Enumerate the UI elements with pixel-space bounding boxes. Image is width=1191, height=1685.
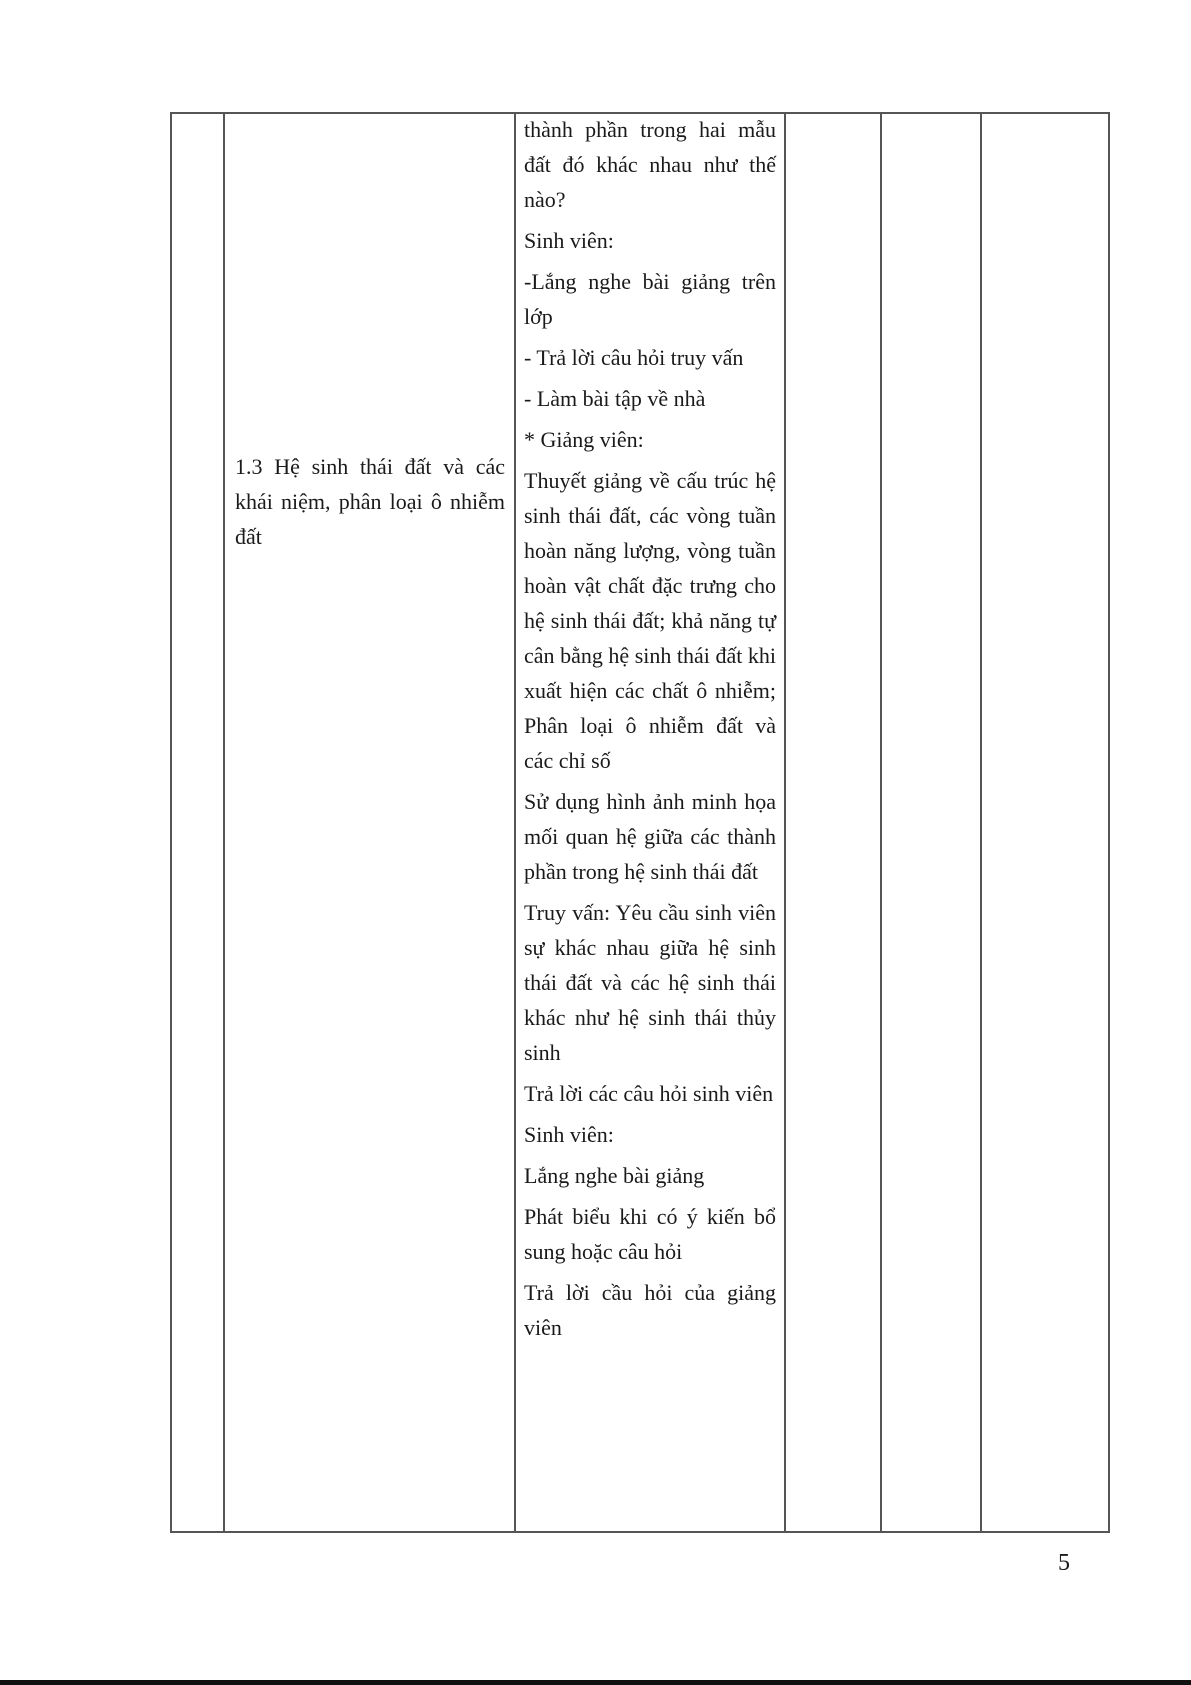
activity-paragraph: Trả lời các câu hỏi sinh viên: [524, 1081, 774, 1106]
activities-cell: [524, 112, 776, 1351]
activity-paragraph: - Làm bài tập về nhà: [524, 386, 706, 411]
scan-edge-divider: [0, 1680, 1191, 1685]
page-number: 5: [1058, 1550, 1070, 1576]
activity-paragraph: Sinh viên:: [524, 228, 614, 253]
syllabus-table: [170, 112, 1110, 1533]
activity-paragraph: -Lắng nghe bài giảng trên lớp: [524, 269, 776, 329]
activity-paragraph: Phát biểu khi có ý kiến bổ sung hoặc câu hỏi: [524, 1204, 776, 1264]
column-divider: [784, 114, 786, 1531]
activity-paragraph: - Trả lời câu hỏi truy vấn: [524, 345, 744, 370]
activity-paragraph: * Giảng viên:: [524, 427, 644, 452]
activity-paragraph: Truy vấn: Yêu cầu sinh viên sự khác nhau giữa hệ sinh thái đất và các hệ sinh thái khác như hệ sinh thái thủy sinh: [524, 900, 776, 1065]
column-divider: [880, 114, 882, 1531]
column-divider: [514, 114, 516, 1531]
column-divider: [980, 114, 982, 1531]
activity-paragraph: thành phần trong hai mẫu đất đó khác nhau như thế nào?: [524, 117, 776, 212]
column-divider: [223, 114, 225, 1531]
activity-paragraph: Sinh viên:: [524, 1122, 614, 1147]
activity-paragraph: Trả lời cầu hỏi của giảng viên: [524, 1280, 776, 1340]
activity-paragraph: Thuyết giảng về cấu trúc hệ sinh thái đất, các vòng tuần hoàn năng lượng, vòng tuần hoàn vật chất đặc trưng cho hệ sinh thái đất; khả năng tự cân bằng hệ sinh thái đất khi xuất hiện các chất ô nhiễm; Phân loại ô nhiễm đất và các chỉ số: [524, 468, 776, 773]
activity-paragraph: Sử dụng hình ảnh minh họa mối quan hệ giữa các thành phần trong hệ sinh thái đất: [524, 789, 776, 884]
topic-cell: 1.3 Hệ sinh thái đất và các khái niệm, phân loại ô nhiễm đất: [235, 454, 505, 549]
activity-paragraph: Lắng nghe bài giảng: [524, 1163, 705, 1188]
